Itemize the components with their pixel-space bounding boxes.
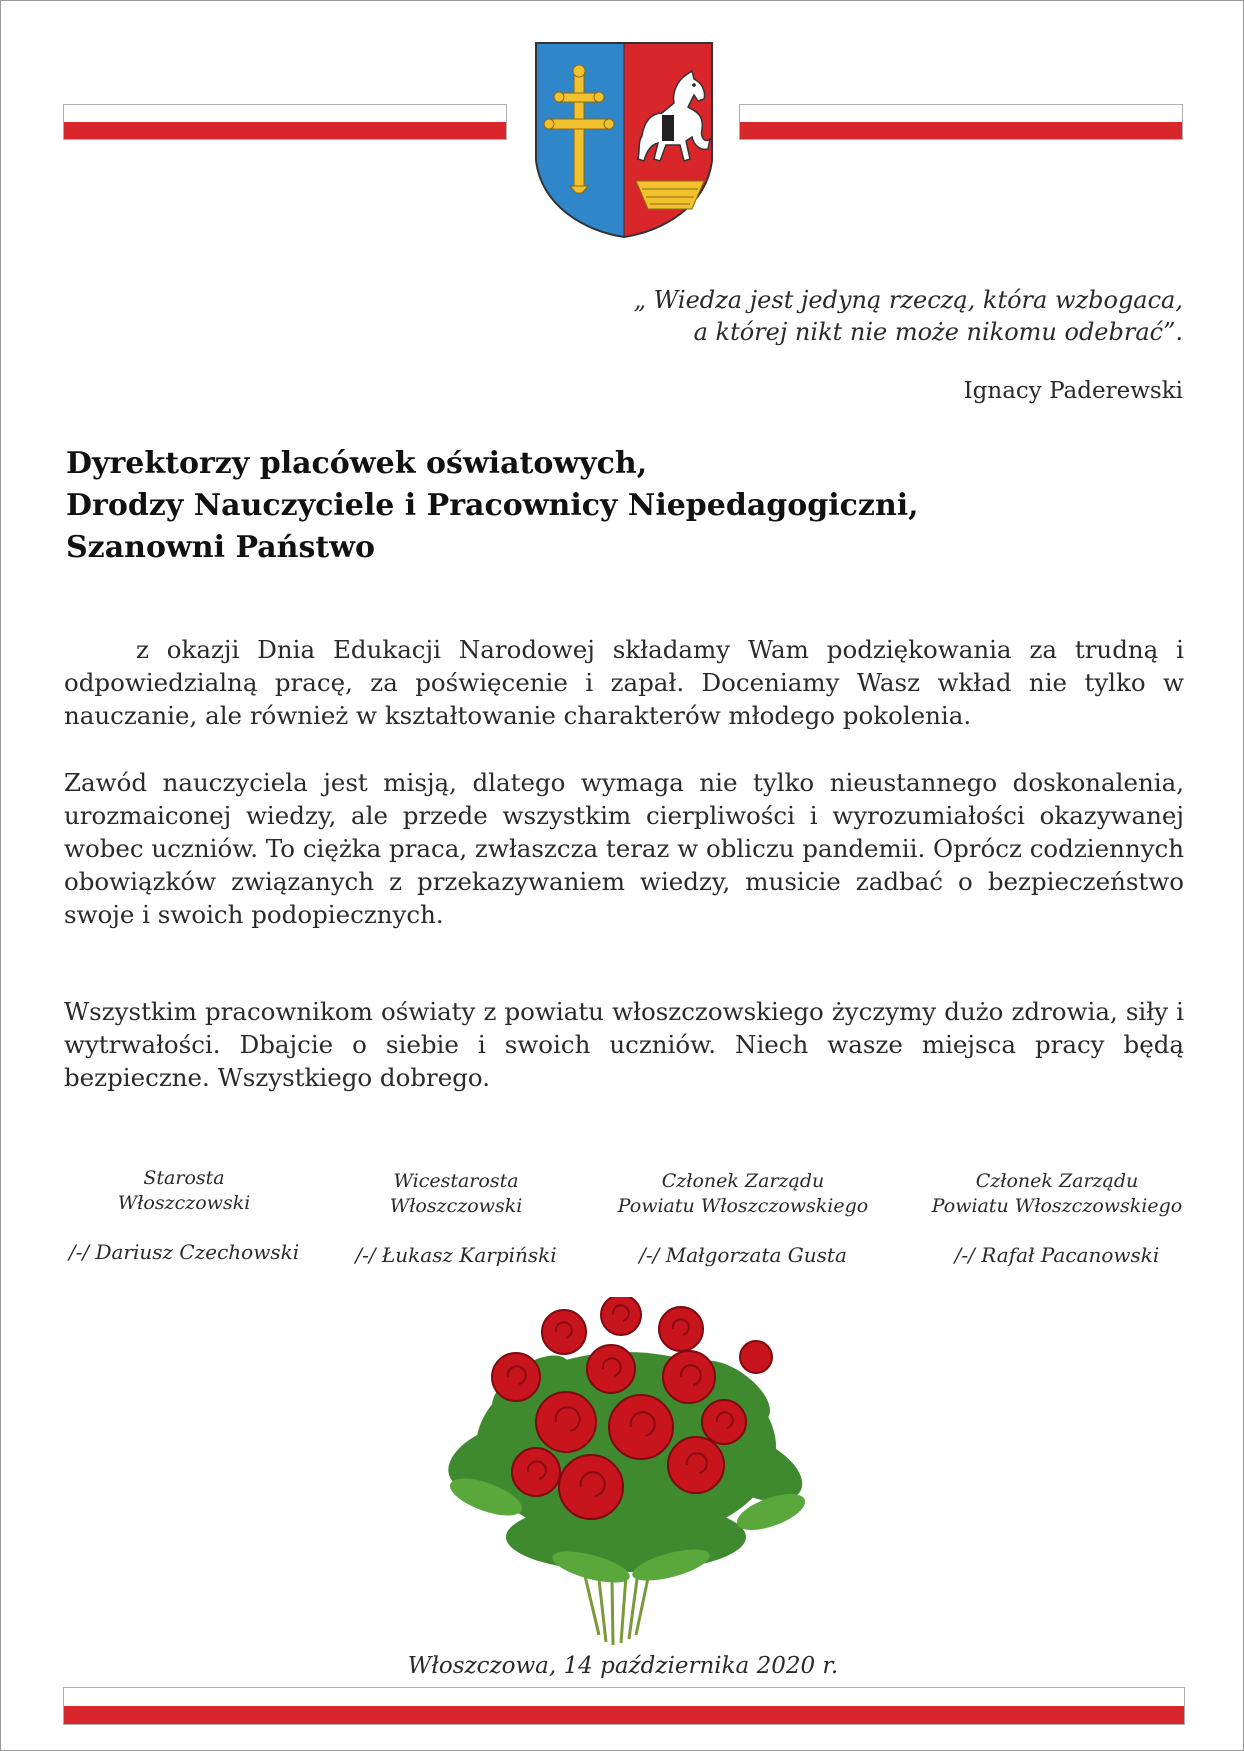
rose-bouquet-icon: [441, 1297, 811, 1649]
signature-role: Wicestarosta: [393, 1170, 519, 1192]
greeting-heading: [66, 443, 1166, 569]
signature-name: /-/ Łukasz Karpiński: [355, 1243, 557, 1267]
coat-of-arms-icon: [534, 41, 714, 239]
signature-block: [907, 1169, 1207, 1268]
signature-name: /-/ Dariusz Czechowski: [68, 1240, 300, 1264]
signature-block: [593, 1169, 893, 1268]
greeting-line-2: Drodzy Nauczyciele i Pracownicy Niepedagogiczni,: [66, 488, 919, 523]
signature-role: Starosta: [143, 1167, 225, 1189]
polish-flag-right: [739, 104, 1183, 140]
body-paragraph-2: Zawód nauczyciela jest misją, dlatego wymaga nie tylko nieustannego doskonalenia, urozmaiconej wiedzy, ale przede wszystkim cierpliwości i wyrozumiałości okazywanej wobec uczniów. To ciężka praca, zwłaszcza teraz w obliczu pandemii. Oprócz codziennych obowiązków związanych z przekazywaniem wiedzy, musicie zadbać o bezpieczeństwo swoje i swoich podopiecznych.: [64, 768, 1184, 929]
signature-role: Powiatu Włoszczowskiego: [931, 1195, 1183, 1217]
greeting-line-1: Dyrektorzy placówek oświatowych,: [66, 446, 648, 481]
polish-flag-left: [63, 104, 507, 140]
quote-line-2: a której nikt nie może nikomu odebrać”.: [693, 318, 1183, 346]
letter-date: Włoszczowa, 14 października 2020 r.: [407, 1653, 839, 1679]
grain-basket-icon: [636, 181, 704, 209]
signature-block: [306, 1169, 606, 1268]
polish-flag-bottom: [63, 1687, 1185, 1725]
body-paragraph-1: z okazji Dnia Edukacji Narodowej składamy Wam podziękowania za trudną i odpowiedzialną pracę, za poświęcenie i zapał. Doceniamy Wasz wkład nie tylko w nauczanie, ale również w kształtowanie charakterów młodego pokolenia.: [64, 635, 1184, 730]
signature-role: Członek Zarządu: [661, 1170, 825, 1192]
signature-block: [34, 1166, 334, 1265]
body-paragraph-3: Wszystkim pracownikom oświaty z powiatu włoszczowskiego życzymy dużo zdrowia, siły i wytrwałości. Dbajcie o siebie i swoich uczniów. Niech wasze miejsca pracy będą bezpieczne. Wszystkiego dobrego.: [64, 997, 1184, 1092]
signature-role: Powiatu Włoszczowskiego: [617, 1195, 869, 1217]
quote-line-1: „ Wiedza jest jedyną rzeczą, która wzbogaca,: [633, 286, 1183, 314]
signature-role: Włoszczowski: [389, 1195, 523, 1217]
signature-name: /-/ Małgorzata Gusta: [639, 1243, 847, 1267]
signature-role: Włoszczowski: [117, 1192, 251, 1214]
greeting-line-3: Szanowni Państwo: [66, 530, 376, 565]
quote-author: Ignacy Paderewski: [963, 378, 1183, 404]
signature-role: Członek Zarządu: [975, 1170, 1139, 1192]
quote: [483, 284, 1183, 348]
signature-name: /-/ Rafał Pacanowski: [954, 1243, 1160, 1267]
